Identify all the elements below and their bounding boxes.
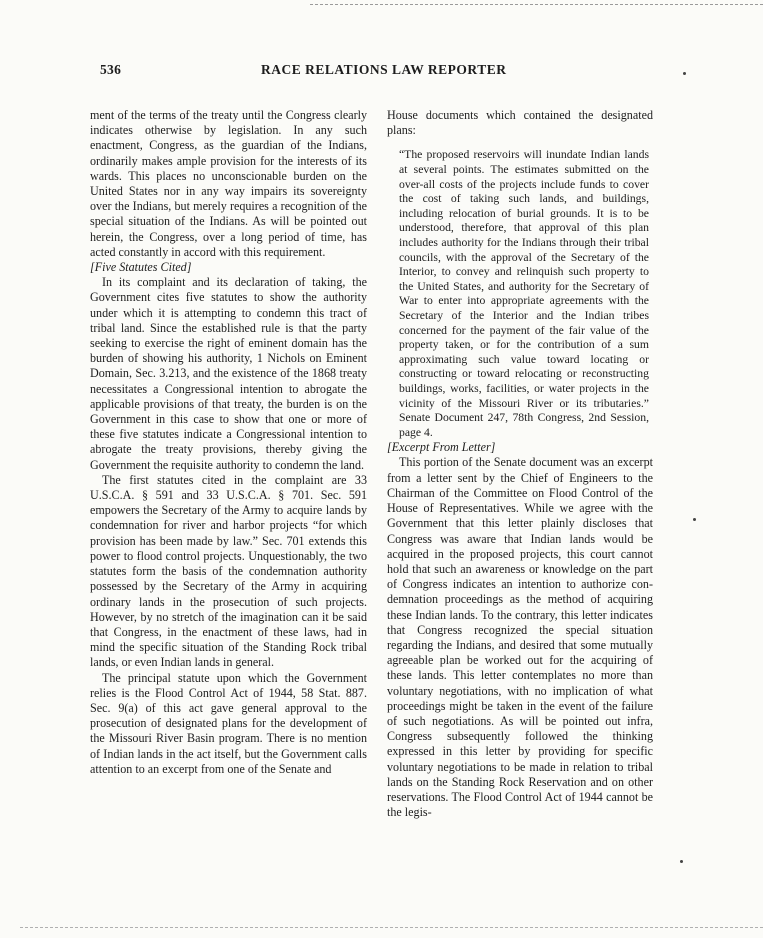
scan-speck: [680, 860, 683, 863]
section-heading-excerpt-letter: [Excerpt From Letter]: [387, 440, 496, 455]
block-quote: [399, 148, 649, 440]
scan-speck: [693, 518, 696, 521]
left-paragraph-1: ment of the terms of the treaty until the Congress clearly indicates otherwise by legislation. In any such enactment, Congress, as the guardian of the Indians, ordinarily makes ample provision for the interests of its wards. This places no unconscionable burden on the United States nor in any way impairs its sovereignty over the Indians, but merely requires a recognition of the special situation of the Indians. As will be pointed out herein, the Congress, over a long period of time, has acted constantly in accord with this requirement.: [90, 108, 367, 259]
right-paragraph-2: This portion of the Senate document was an excerpt from a letter sent by the Chief of Engineers to the Chairman of the Committee on Flood Control of the House of Representatives. While we agree with the Government that this letter plainly discloses that Congress was aware that Indian lands would be acquired in the proposed projects, this court cannot hold that such an awareness or knowledge on the part of Congress indicates an intention to authorize condemnation proceedings as the method of acquiring these Indian lands. To the contrary, this letter indicates that Congress recognized the special situation regarding the Indians, and desired that some mutually agreeable plan be worked out for the acquiring of these lands. This letter contemplates no more than voluntary negotiations, with no implication of what proceedings might be taken in the event of the failure of such negotiations. As will be pointed out infra, Congress subsequently followed the thinking expressed in this letter by providing for specific voluntary negotiations to be made in relation to tribal lands on the Standing Rock Reservation and on other reservations. The Flood Control Act of 1944 cannot be the legis-: [387, 455, 653, 820]
bottom-dashed-rule: [20, 927, 763, 928]
top-dashed-rule: [310, 4, 763, 5]
left-paragraph-4: The principal statute upon which the Government relies is the Flood Control Act of 1944, 58 Stat. 887. Sec. 9(a) of this act gave general approval to the prosecution of designated plans for the development of the Missouri River Basin program. There is no mention of Indian lands in the act itself, but the Government calls attention to an excerpt from one of the Senate and: [90, 670, 367, 776]
right-paragraph-1: House documents which contained the designated plans:: [387, 108, 653, 138]
left-paragraph-2: In its complaint and its declaration of taking, the Government cites five statutes to show the authority under which it is attempting to condemn this tract of tribal land. Since the established rule is that the party seeking to exercise the right of eminent domain has the burden of showing his authority, 1 Nichols on Eminent Domain, Sec. 3.213, and the existence of the 1868 treaty necessitates a Congressional intention to abrogate the applicable provisions of that treaty, the burden is on the Government in this case to show that one or more of these five statutes indicate a Congressional intention to abrogate the treaty provisions, thereby giving the Government the requisite authority to condemn the land.: [90, 275, 367, 472]
running-head: RACE RELATIONS LAW REPORTER: [261, 62, 507, 77]
section-heading-five-statutes: [Five Statutes Cited]: [90, 260, 192, 275]
page-number: 536: [100, 62, 122, 77]
left-column: [90, 108, 367, 777]
scan-speck: [683, 72, 686, 75]
quote-text: “The proposed reservoirs will inundate Indian lands at several points. The estimates submitted on the over-all costs of the projects include funds to cover the cost of taking such lands, and buildings, including relocation of burial grounds. It is to be understood, therefore, that approval of this plan includes authority for the Indians through their tribal councils, with the approval of the Secretary of the Interior, to convey and relinquish such property to the United States, and authority for the Secretary of War to enter into appropriate agreements with the Secretary of the Interior and the Indian tribes concerned for the payment of the fair value of the property taken, or for the contribution of a sum approximating such value toward locating or constructing or toward relocating or reconstructing buildings, works, facilities, or water projects in the vicinity of the Missouri River or its tributaries.” Senate Document 247, 78th Congress, 2nd Session, page 4.: [399, 148, 649, 439]
right-column: [387, 108, 653, 820]
left-paragraph-3: The first statutes cited in the complaint are 33 U.S.C.A. § 591 and 33 U.S.C.A. § 701. Sec. 591 empowers the Secretary of the Army to acquire lands by condemnation for river and harbor projects “for which provision has been made by law.” Sec. 701 extends this power to flood control projects. Unquestionably, the two statutes form the basis of the condemnation authority possessed by the Secretary of the Army in acquiring ordinary lands in the prosecution of such projects. However, by no stretch of the imagination can it be said that Congress, in the enactment of these laws, had in mind the specific situation of the Standing Rock tribal lands, or even Indian lands in general.: [90, 472, 367, 670]
